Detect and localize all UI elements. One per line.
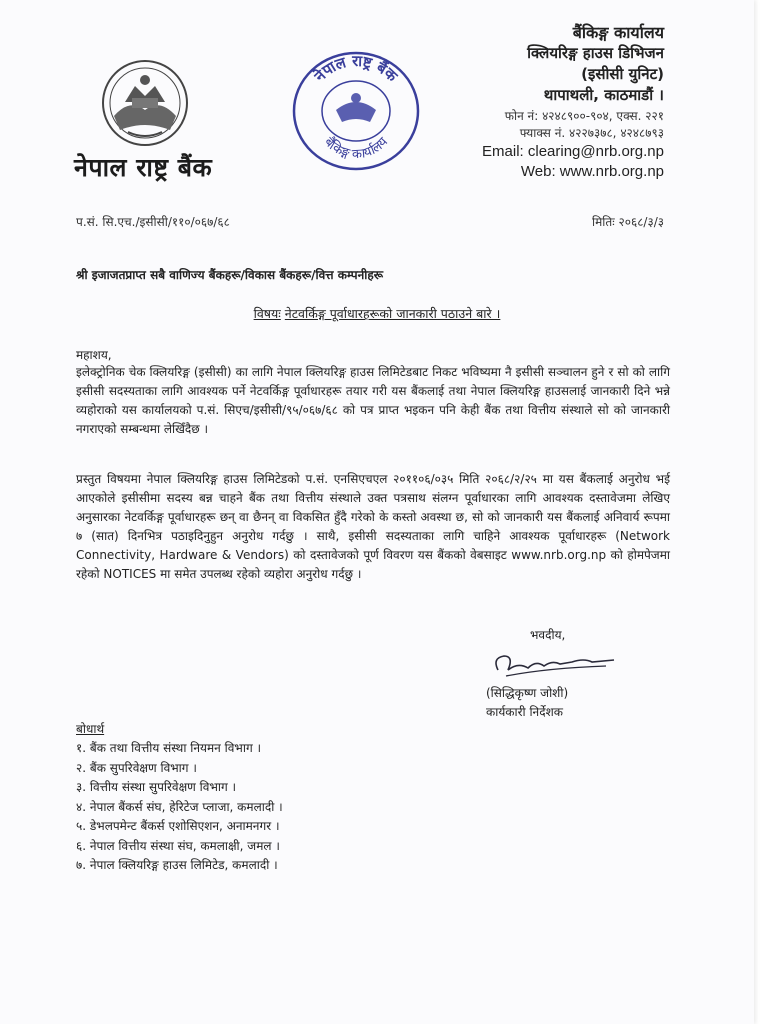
cc-list-item: ४. नेपाल बैंकर्स संघ, हेरिटेज प्लाजा, कमलादी । bbox=[76, 799, 283, 814]
handwritten-signature bbox=[488, 648, 620, 684]
cc-list-item: ३. वित्तीय संस्था सुपरिवेक्षण विभाग । bbox=[76, 780, 237, 794]
office-line: क्लियरिङ्ग हाउस डिभिजन bbox=[527, 44, 664, 62]
cc-heading: बोधार्थ bbox=[76, 722, 105, 736]
signer-name: (सिद्धिकृष्ण जोशी) bbox=[486, 686, 569, 700]
cc-list-item: ६. नेपाल वित्तीय संस्था संघ, कमलाक्षी, जमल । bbox=[76, 838, 280, 853]
reference-number: प.सं. सि.एच./इसीसी/११०/०६७/६८ bbox=[76, 215, 230, 229]
cc-list-item: २. बैंक सुपरिवेक्षण विभाग । bbox=[76, 760, 197, 775]
subject-prefix: विषयः bbox=[253, 306, 281, 321]
svg-text:नेपाल राष्ट्र बैंक: नेपाल राष्ट्र बैंक bbox=[310, 51, 402, 86]
fax-number: फ्याक्स नं. ४२२७३७८, ४२४८७९३ bbox=[519, 126, 664, 140]
office-line: (इसीसी युनिट) bbox=[581, 65, 664, 83]
recipients-line: श्री इजाजतप्राप्त सबै वाणिज्य बैंकहरू/विकास बैंकहरू/वित्त कम्पनीहरू bbox=[76, 268, 384, 282]
office-seal-stamp bbox=[290, 48, 422, 174]
salutation: महाशय, bbox=[76, 348, 112, 362]
body-paragraph-2: प्रस्तुत विषयमा नेपाल क्लियरिङ्ग हाउस लिमिटेडको प.सं. एनसिएचएल २०११०६/०३५ मिति २०६८/२/२५ मा यस बैंकलाई अनुरोध भई आएकोले इसीसीमा सदस्य बन्न चाहने बैंक तथा वित्तीय संस्थाले उक्त पत्रसाथ संलग्न पूर्वाधारका लागि आवश्यक दस्तावेजमा लेखिए अनुसारका नेटवर्किङ्ग पूर्वाधारहरू छन् वा छैनन् वा विकसित हुँदै गरेको के कस्तो अवस्था छ, सो को जानकारी यस बैंकलाई अनिवार्य रूपमा ७ (सात) दिनभित्र पठाइदिनुहुन अनुरोध गर्दछु । साथै, इसीसी सदस्यताका लागि चाहिने आवश्यक पूर्वाधारहरू (Network Connectivity, Hardware & Vendors) को दस्तावेजको पूर्ण विवरण यस बैंकको वेबसाइट www.nrb.org.np को होमपेजमा रहेको NOTICES मा समेत उपलब्ध रहेको व्यहोरा अनुरोध गर्दछु । bbox=[76, 472, 670, 581]
bank-name-heading: नेपाल राष्ट्र बैंक bbox=[74, 153, 213, 182]
phone-number: फोन नं: ४२४८९००-९०४, एक्स. २२१ bbox=[504, 109, 664, 123]
svg-text:बैंकिङ्ग कार्यालय: बैंकिङ्ग कार्यालय bbox=[320, 134, 392, 163]
office-line: थापाथली, काठमाडौं । bbox=[543, 86, 664, 104]
office-line: बैंकिङ्ग कार्यालय bbox=[572, 23, 664, 42]
subject-text: नेटवर्किङ्ग पूर्वाधारहरूको जानकारी पठाउने बारे । bbox=[284, 306, 501, 321]
cc-list-item: ७. नेपाल क्लियरिङ्ग हाउस लिमिटेड, कमलादी । bbox=[76, 858, 278, 872]
contact-block bbox=[482, 108, 664, 182]
cc-list bbox=[76, 739, 283, 876]
subject-line bbox=[0, 305, 754, 322]
body-paragraph-1: इलेक्ट्रोनिक चेक क्लियरिङ्ग (इसीसी) का लागि नेपाल क्लियरिङ्ग हाउस लिमिटेडबाट निकट भविष्यमा नै इसीसी सञ्चालन हुने र सो को लागि इसीसी सदस्यताका लागि आवश्यक पर्ने नेटवर्किङ्ग पूर्वाधारहरू तयार गरी यस बैंकलाई तथा नेपाल क्लियरिङ्ग हाउसलाई जानकारी दिने भन्ने व्यहोराको यस कार्यालयको प.सं. सिएच/इसीसी/९५/०६७/६८ को पत्र प्राप्त भइकन पनि केही बैंक तथा वित्तीय संस्थाले सो को जानकारी नगराएको सम्बन्धमा लेखिँदैछ । bbox=[76, 365, 670, 436]
cc-list-item: १. बैंक तथा वित्तीय संस्था नियमन विभाग । bbox=[76, 741, 262, 755]
office-address-block bbox=[527, 22, 664, 106]
website-address: Web: www.nrb.org.np bbox=[520, 163, 664, 180]
letter-date: मितिः २०६८/३/३ bbox=[592, 215, 664, 229]
cc-list-item: ५. डेभलपमेन्ट बैंकर्स एशोसिएशन, अनामनगर । bbox=[76, 819, 280, 833]
email-address: Email: clearing@nrb.org.np bbox=[482, 143, 664, 160]
signer-block bbox=[486, 684, 568, 722]
valediction: भवदीय, bbox=[530, 628, 566, 642]
signer-title: कार्यकारी निर्देशक bbox=[486, 705, 563, 719]
nrb-emblem-logo bbox=[100, 58, 190, 148]
